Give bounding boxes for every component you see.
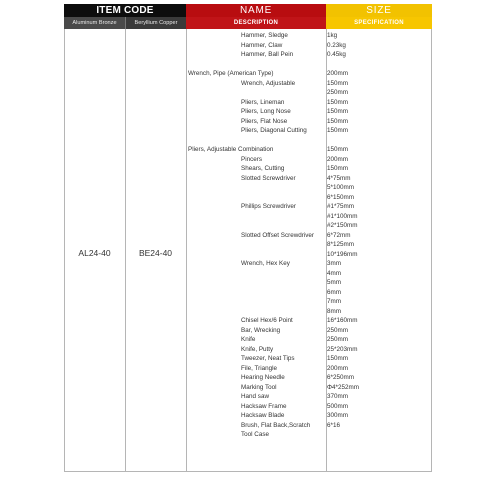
column-divider	[186, 29, 187, 472]
specification-cell: 150mm	[327, 79, 348, 87]
description-cell: Knife, Putty	[241, 345, 274, 353]
specification-cell: 150mm	[327, 165, 348, 172]
description-cell: Hacksaw Blade	[241, 412, 285, 419]
specification-cell: 200mm	[327, 155, 348, 163]
header-row-sub	[64, 17, 432, 29]
specification-cell: 250mm	[327, 336, 348, 343]
specification-cell: 150mm	[327, 146, 348, 153]
specification-cell: 3mm	[327, 260, 341, 267]
description-cell: Brush, Flat Back,Scratch	[241, 421, 311, 429]
specification-cell: 10*196mm	[327, 250, 358, 258]
specification-cell: 16*160mm	[327, 317, 358, 324]
specification-cell: 8*125mm	[327, 241, 354, 248]
specification-cell: 7mm	[327, 298, 341, 305]
specification-cell: 500mm	[327, 402, 348, 410]
description-cell: Pliers, Long Nose	[241, 108, 291, 115]
item-code-header: ITEM CODE	[64, 4, 186, 17]
description-cell: Slotted Offset Screwdriver	[241, 231, 315, 239]
specification-cell: 200mm	[327, 70, 348, 77]
description-cell: Tweezer, Neat Tips	[241, 355, 295, 362]
specification-cell: 6*72mm	[327, 231, 351, 239]
specification-cell: 200mm	[327, 364, 348, 372]
specification-cell: 4*75mm	[327, 174, 351, 182]
size-header: SIZE	[326, 4, 432, 17]
specification-cell: 25*203mm	[327, 345, 358, 353]
specification-cell: Φ4*252mm	[327, 383, 359, 391]
aluminum-bronze-header: Aluminum Bronze	[64, 17, 125, 29]
specification-cell: 150mm	[327, 98, 348, 106]
description-cell: Wrench, Hex Key	[241, 260, 290, 267]
specification-cell: 6*16	[327, 421, 340, 429]
header-row-top	[64, 4, 432, 17]
specification-cell: 250mm	[327, 89, 348, 96]
description-cell: Hammer, Ball Pein	[241, 51, 294, 58]
description-cell: Hammer, Sledge	[241, 32, 288, 39]
description-cell: Hand saw	[241, 393, 270, 400]
specification-cell: 150mm	[327, 108, 348, 115]
description-cell: Wrench, Adjustable	[241, 79, 296, 87]
specification-cell: 8mm	[327, 307, 341, 315]
specification-header: SPECIFICATION	[326, 17, 432, 29]
specification-cell: 300mm	[327, 412, 348, 419]
specification-cell: 5mm	[327, 279, 341, 286]
specification-cell: 150mm	[327, 355, 348, 362]
description-header: DESCRIPTION	[186, 17, 326, 29]
description-cell: Bar, Wrecking	[241, 326, 281, 334]
specification-cell: 370mm	[327, 393, 348, 400]
specification-cell: #1*75mm	[327, 203, 354, 210]
description-cell: Pincers	[241, 155, 262, 163]
specification-cell: 6*250mm	[327, 374, 354, 381]
name-header: NAME	[186, 4, 326, 17]
specification-cell: 250mm	[327, 326, 348, 334]
description-cell: Pliers, Flat Nose	[241, 117, 288, 125]
specification-cell: #1*100mm	[327, 212, 358, 220]
aluminum-bronze-code: AL24-40	[78, 248, 111, 258]
specification-cell: 6*150mm	[327, 193, 354, 201]
description-cell: Hearing Needle	[241, 374, 285, 381]
description-cell: File, Triangle	[241, 364, 278, 372]
specification-cell: 4mm	[327, 269, 341, 277]
description-cell: Chisel Hex/6 Point	[241, 317, 293, 324]
description-cell: Pliers, Lineman	[241, 98, 285, 106]
specification-cell: 1kg	[327, 32, 338, 39]
description-cell: Hacksaw Frame	[241, 402, 287, 410]
description-cell: Slotted Screwdriver	[241, 174, 296, 182]
specification-cell: 6mm	[327, 288, 341, 296]
specification-cell: 0.23kg	[327, 41, 346, 49]
description-cell: Knife	[241, 336, 256, 343]
specification-cell: 150mm	[327, 127, 348, 134]
description-cell: Pliers, Adjustable Combination	[188, 146, 274, 153]
specification-cell: 5*100mm	[327, 184, 354, 191]
specification-cell: #2*150mm	[327, 222, 358, 229]
description-cell: Tool Case	[241, 431, 270, 438]
product-table	[64, 4, 432, 472]
description-cell: Shears, Cutting	[241, 165, 285, 172]
description-cell: Marking Tool	[241, 383, 277, 391]
beryllium-copper-code: BE24-40	[138, 248, 173, 258]
description-cell: Phillips Screwdriver	[241, 203, 296, 210]
specification-cell: 150mm	[327, 117, 348, 125]
description-cell: Hammer, Claw	[241, 41, 283, 49]
description-cell: Wrench, Pipe (American Type)	[188, 70, 274, 77]
description-cell: Pliers, Diagonal Cutting	[241, 127, 307, 134]
specification-cell: 0.45kg	[327, 51, 346, 58]
beryllium-copper-header: Beryllium Copper	[125, 17, 186, 29]
